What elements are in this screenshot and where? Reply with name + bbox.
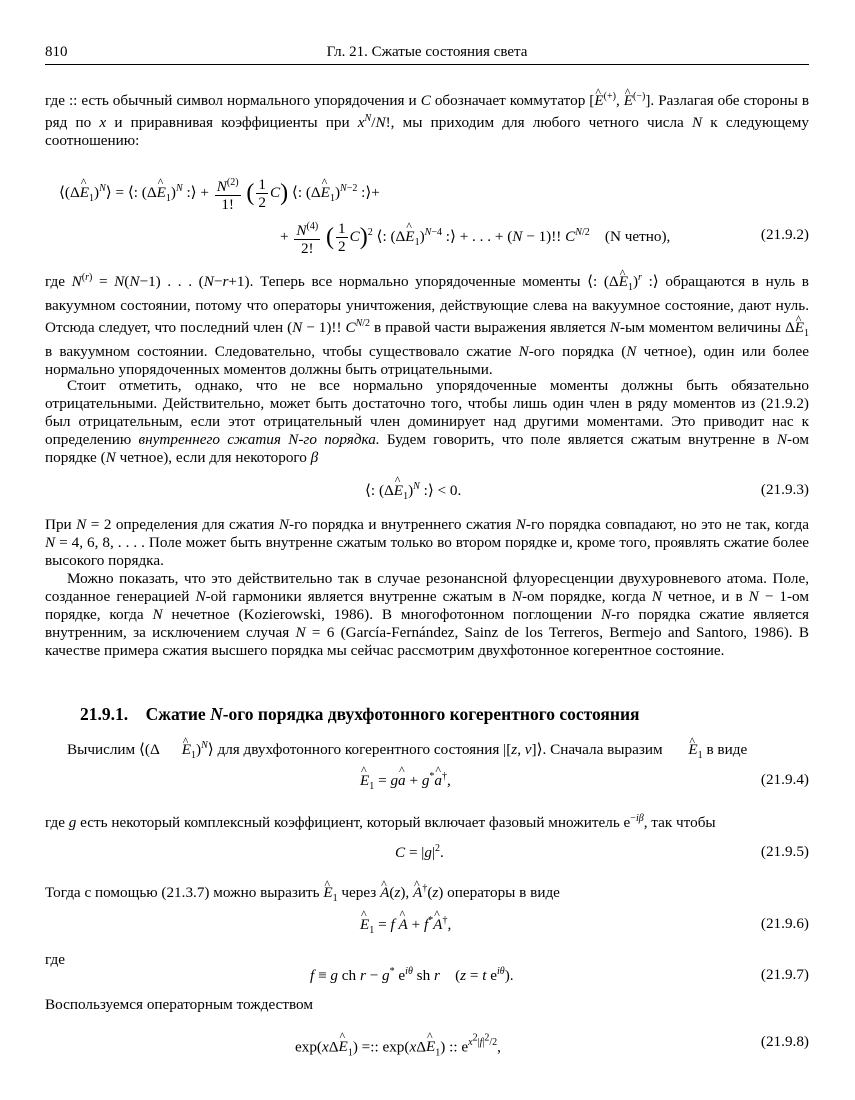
page-number: 810 bbox=[45, 44, 68, 60]
equation-number: (21.9.3) bbox=[760, 481, 809, 498]
equation-21-9-6: ^ $E_1 = f$ ^ A + f*^ A†, (21.9.6) bbox=[45, 915, 809, 939]
running-header bbox=[45, 44, 809, 65]
paragraph-4: При N = 2 определения для сжатия N-го порядка и внутреннего сжатия N-го порядка совпадают, но это не так, когда N = 4, 6, 8, . . . . Поле может быть внутренне сжатым только во втором порядке и, кроме того, проявлять сжатие более высокого порядка. bbox=[45, 516, 809, 569]
equation-number: (21.9.8) bbox=[760, 1033, 809, 1050]
equation-number: (21.9.4) bbox=[760, 771, 809, 788]
equation-21-9-8: exp(xΔ^ $E_1$) =:: exp(xΔ^ $E_1$) :: $e^{x^2|f|^2/2}$, (21.9.8) bbox=[45, 1033, 809, 1057]
equation-number: (21.9.7) bbox=[760, 966, 809, 983]
section-heading: 21.9.1. Сжатие N-ого порядка двухфотонного когерентного состояния bbox=[80, 704, 640, 724]
paragraph-7: где g есть некоторый комплексный коэффициент, который включает фазовый множитель $e^{-i\beta}$, так чтобы bbox=[45, 813, 716, 832]
paragraph-2: где $N^{(r)} = N(N-1)$ . . . (N−r+1). Теперь все нормально упорядоченные моменты ⟨: (Δ^ $E_1)^r$ :⟩ обращаются в нуль в вакуумном состоянии, потому что операторы уничтожения, действующие слева на вакуумное состояние, дают нуль. Отсюда следует, что последний член (N − 1)!! $C^{N/2}$ в правой части выражения является N-ым моментом величины Δ^ $E_1$ в вакуумном состоянии. Следовательно, чтобы существовало сжатие N-ого порядка (N четное), один или более нормально упорядоченных моментов должны быть отрицательными. bbox=[45, 269, 809, 379]
paragraph-10: Воспользуемся операторным тождеством bbox=[45, 996, 313, 1013]
equation-number: (21.9.5) bbox=[760, 843, 809, 860]
equation-21-9-2-line1: ⟨(Δ^ $E_1)^N⟩$ = ⟨: (Δ^ $E_1)^N$ :⟩ + $\frac{N^{(2)}}{1!}$ ( $\frac{1}{2}$ C) ⟨: (Δ^ $E_1)^{N-2}$ :⟩+ bbox=[45, 170, 809, 210]
paragraph-8: Тогда с помощью (21.3.7) можно выразить ^ $E_1$ через ^ A(z), ^ A†(z) операторы в виде bbox=[45, 880, 809, 908]
equation-21-9-5: $C = |g|^2$. (21.9.5) bbox=[395, 843, 809, 862]
equation-number: (21.9.2) bbox=[760, 226, 809, 243]
paragraph-1: где :: есть обычный символ нормального упорядочения и C обозначает коммутатор [^ E(+), ^ E(−)]. Разлагая обе стороны в ряд по x и приравнивая коэффициенты при $x^N/N$!, мы приходим для любого четного числа N к следующему соотношению: bbox=[45, 88, 809, 150]
paragraph-6: Вычислим ⟨(Δ^ $E_1)^N⟩$ для двухфотонного когерентного состояния |[z, v]⟩. Сначала выразим ^ $E_1$ в виде bbox=[45, 737, 809, 765]
equation-21-9-3: ⟨: (Δ^ $E_1)^N$ :⟩ < 0. (21.9.3) bbox=[45, 481, 809, 505]
paragraph-3: Стоит отметить, однако, что не все нормально упорядоченные моменты должны быть обязательно отрицательными. Действительно, может быть достаточно того, чтобы лишь один член в ряду моментов из (21.9.2) был отрицательным, если этот отрицательный член доминирует над другими моментами. Это приводит нас к определению внутреннего сжатия N-го порядка. Будем говорить, что поле является сжатым внутренне в N-ом порядке (N четное), если для некоторого β bbox=[45, 377, 809, 466]
equation-21-9-2-line2: + $\frac{N^{(4)}}{2!}$ ( $\frac{1}{2}$ C)$^2$ ⟨: (Δ^ $E_1)^{N-4}$ :⟩ + . . . + (N − 1)!! $C^{N/2}$ (N четно), (21.9.2) bbox=[45, 214, 809, 254]
paragraph-5: Можно показать, что это действительно так в случае резонансной флуоресценции двухуровневого атома. Поле, созданное генерацией N-ой гармоники является внутренне сжатым в N-ом порядке, когда N четное, и в N − 1-ом порядке, когда N нечетное (Kozierowski, 1986). В многофотонном поглощении N-го порядка сжатие является внутренним, за исключением случая N = 6 (García-Fernández, Sainz de los Terreros, Bermejo and Santoro, 1986). В качестве примера сжатия высшего порядка мы сейчас рассмотрим двухфотонное когерентное состояние. bbox=[45, 570, 809, 659]
section-number: 21.9.1. bbox=[80, 704, 129, 724]
running-title: Гл. 21. Сжатые состояния света bbox=[326, 44, 528, 60]
equation-21-9-4: ^ $E_1$ = g^ a + g*^ a†, (21.9.4) bbox=[45, 771, 809, 795]
equation-number: (21.9.6) bbox=[760, 915, 809, 932]
paragraph-9: где bbox=[45, 951, 65, 968]
equation-21-9-7: f ≡ g ch r − g* $e^{i\theta}$ sh r (z = t $e^{i\theta}$). (21.9.7) bbox=[310, 966, 809, 985]
